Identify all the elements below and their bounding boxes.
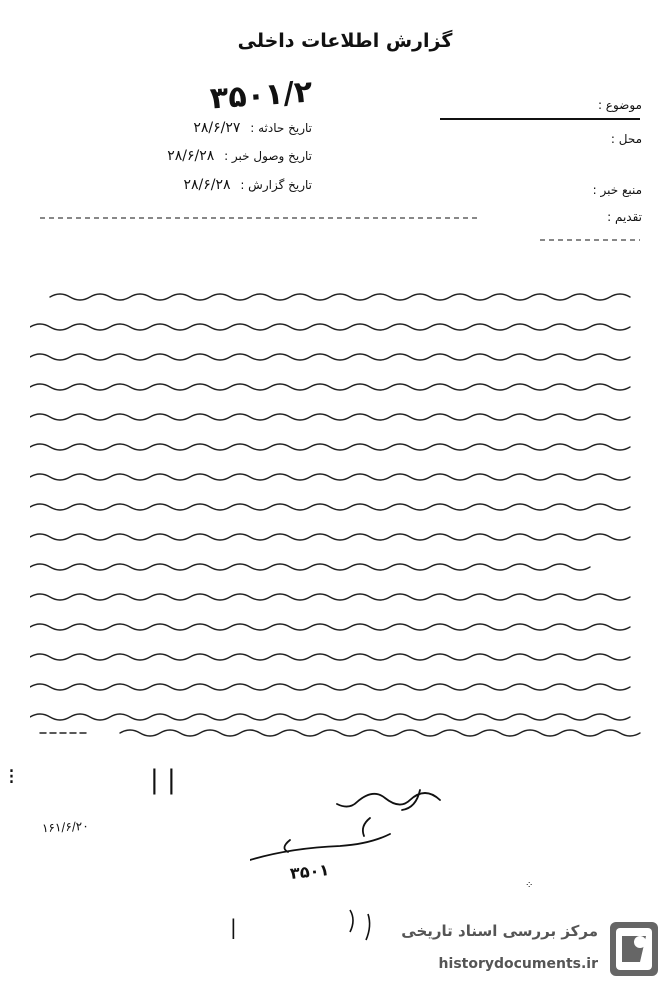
margin-marks: ⁝ <box>8 765 15 790</box>
incident-date-value: ۲۸/۶/۲۷ <box>193 120 241 136</box>
watermark-title: مرکز بررسی اسناد تاریخی <box>401 922 598 940</box>
location-field <box>605 132 642 146</box>
margin-bracket-marks: | | <box>150 765 176 795</box>
subject-label: موضوع : <box>597 98 642 112</box>
report-date-label: تاریخ گزارش : <box>240 178 312 192</box>
archive-logo-icon <box>606 918 662 980</box>
document-number: ۳۵۰۱/۲ <box>208 74 314 117</box>
signature-number: ۳۵۰۱ <box>289 860 330 883</box>
incident-date <box>193 120 312 136</box>
body-handwriting <box>30 285 650 765</box>
subject-field <box>592 98 642 112</box>
subject-underline <box>440 118 640 120</box>
watermark-url: historydocuments.ir <box>438 956 598 972</box>
received-date <box>167 148 312 164</box>
recipient-label: تقدیم : <box>607 210 642 224</box>
bottom-mark: | <box>230 915 237 939</box>
document-title: گزارش اطلاعات داخلی <box>237 30 453 52</box>
report-date-value: ۲۸/۶/۲۸ <box>183 177 231 193</box>
header-separator <box>40 210 640 250</box>
report-date <box>183 177 312 193</box>
source-field <box>587 183 642 197</box>
signature <box>250 770 460 890</box>
margin-reference: ۱۶۱/۶/۲۰ <box>41 818 90 836</box>
location-label: محل : <box>610 132 642 146</box>
source-label: منبع خبر : <box>592 183 642 197</box>
incident-date-label: تاریخ حادثه : <box>250 121 312 135</box>
received-date-value: ۲۸/۶/۲۸ <box>167 148 215 164</box>
stamp-mark: ⁘ <box>525 880 534 891</box>
watermark <box>378 912 668 992</box>
received-date-label: تاریخ وصول خبر : <box>224 149 312 163</box>
